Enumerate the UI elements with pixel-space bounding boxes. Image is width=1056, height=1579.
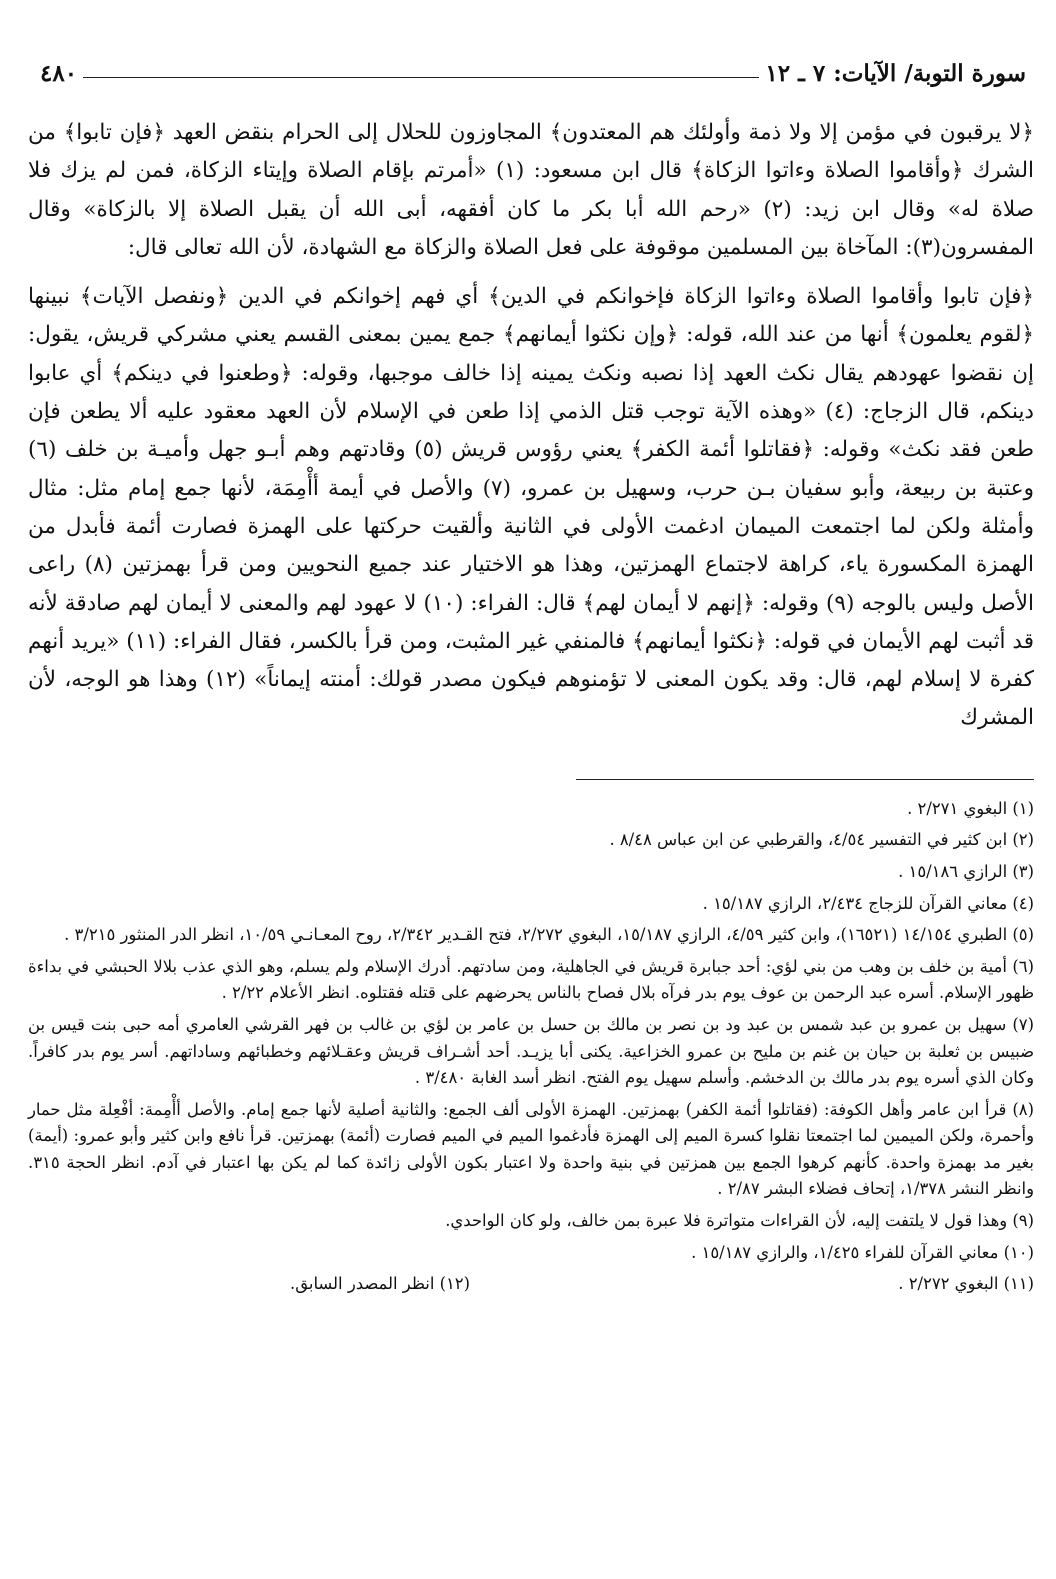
header-rule <box>83 77 759 78</box>
footnote-11: (١١) البغوي ٢/٢٧٢ . <box>898 1274 1034 1294</box>
footnote-row-11-12 <box>290 1271 1034 1298</box>
footnote-7: (٧) سهيل بن عمرو بن عبد شمس بن عبد ود بن نصر بن مالك بن حسل بن عامر بن لؤي بن غالب بن فهر القرشي العامري أمه حبى بنت قيس بن ضبيس بن ثعلبة بن حيان بن غنم بن مليح بن عمرو الخزاعية. يكنى أبا يزيـد. أحد أشـراف قريش وعقـلائهم وخطبائهم وساداتهم. أسر يوم بدر كافراً. وكان الذي أسره يوم بدر مالك بن الدخشم. وأسلم سهيل يوم الفتح. انظر أسد الغابة ٣/٤٨٠ . <box>28 1014 1034 1088</box>
footnote-separator <box>576 779 1034 780</box>
footnote-6: (٦) أمية بن خلف بن وهب من بني لؤي: أحد جبابرة قريش في الجاهلية، ومن سادتهم. أدرك الإسلام ولم يسلم، وهو الذي عذب بلالا الحبشي في بداءة ظهور الإسلام. أسره عبد الرحمن بن عوف يوم بدر فرآه بلال فصاح بالناس يحرضهم على قتله فقتلوه. انظر الأعلام ٢/٢٢ . <box>28 956 1034 1003</box>
footnote-1: (١) البغوي ٢/٢٧١ . <box>907 798 1034 818</box>
footnote-4: (٤) معاني القرآن للزجاج ٢/٤٣٤، الرازي ١٥/١٨٧ . <box>702 893 1034 913</box>
running-header <box>28 55 1034 91</box>
footnote-12: (١٢) انظر المصدر السابق. <box>290 1274 471 1294</box>
footnote-3: (٣) الرازي ١٥/١٨٦ . <box>898 861 1034 881</box>
chapter-title: سورة التوبة/ الآيات: ٧ ـ ١٢ <box>765 59 1026 87</box>
footnote-9: (٩) وهذا قول لا يلتفت إليه، لأن القراءات متواترة فلا عبرة بمن خالف، ولو كان الواحدي. <box>445 1211 1034 1231</box>
footnote-5: (٥) الطبري ١٤/١٥٤ (١٦٥٢١)، وابن كثير ٤/٥٩، الرازي ١٥/١٨٧، البغوي ٢/٢٧٢، فتح القـدير ٢/٣٤٢، روح المعـانـي ١٠/٥٩، انظر الدر المنثور ٣/٢١٥ . <box>64 925 1034 945</box>
page-number: ٤٨٠ <box>40 59 78 87</box>
footnote-2: (٢) ابن كثير في التفسير ٤/٥٤، والقرطبي عن ابن عباس ٨/٤٨ . <box>609 830 1034 850</box>
main-text <box>28 114 1034 738</box>
footnote-8: (٨) قرأ ابن عامر وأهل الكوفة: (فقاتلوا أئمة الكفر) بهمزتين. الهمزة الأولى ألف الجمع: والثانية أصلية لأنها جمع إمام. والأصل أأْمِمة: أفْعِلة مثل حمار وأحمرة، ولكن الميمين لما اجتمعتا نقلوا كسرة الميم إلى الهمزة فأدغموا الميم في الميم فصارت (أئمة) بهمزتين. قرأ نافع وابن كثير وأبو عمرو: (أيمة) بغير مد بهمزة واحدة. كأنهم كرهوا الجمع بين همزتين في بنية واحدة ولا اعتبار بكون الأولى زائدة كما لم يكن بها اعتبار في آدم. انظر الحجة ٣١٥. وانظر النشر ١/٣٧٨، إتحاف فضلاء البشر ٢/٨٧ . <box>28 1099 1034 1199</box>
book-page <box>28 55 1034 1555</box>
paragraph: ﴿لا يرقبون في مؤمن إلا ولا ذمة وأولئك هم المعتدون﴾ المجاوزون للحلال إلى الحرام بنقض العهد ﴿فإن تابوا﴾ من الشرك ﴿وأقاموا الصلاة وءاتوا الزكاة﴾ قال ابن مسعود: (١) «أمرتم بإقام الصلاة وإيتاء الزكاة، فمن لم يزك فلا صلاة له» وقال ابن زيد: (٢) «رحم الله أبا بكر ما كان أفقهه، أبى الله أن يقبل الصلاة إلا بالزكاة» وقال المفسرون(٣): المآخاة بين المسلمين موقوفة على فعل الصلاة والزكاة مع الشهادة، لأن الله تعالى قال: <box>28 120 1034 260</box>
footnote-10: (١٠) معاني القرآن للفراء ١/٤٢٥، والرازي ١٥/١٨٧ . <box>691 1242 1034 1262</box>
footnotes <box>28 796 1034 1298</box>
paragraph: ﴿فإن تابوا وأقاموا الصلاة وءاتوا الزكاة فإخوانكم في الدين﴾ أي فهم إخوانكم في الدين ﴿ونفصل الآيات﴾ نبينها ﴿لقوم يعلمون﴾ أنها من عند الله، قوله: ﴿وإن نكثوا أيمانهم﴾ جمع يمين بمعنى القسم يعني مشركي قريش، يقول: إن نقضوا عهودهم يقال نكث العهد إذا نصبه ونكث يمينه إذا خالف موجبها، وقوله: ﴿وطعنوا في دينكم﴾ أي عابوا دينكم، قال الزجاج: (٤) «وهذه الآية توجب قتل الذمي إذا طعن في الإسلام لأن العهد معقود عليه ألا يطعن فإن طعن فقد نكث» وقوله: ﴿فقاتلوا أئمة الكفر﴾ يعني رؤوس قريش (٥) وقادتهم وهم أبـو جهل وأميـة بن خلف (٦) وعتبة بن ربيعة، وأبو سفيان بـن حرب، وسهيل بن عمرو، (٧) والأصل في أيمة أأْمِمَة، لأنها جمع إمام مثل: مثال وأمثلة ولكن لما اجتمعت الميمان ادغمت الأولى في الثانية وألقيت حركتها على الهمزة فصارت أئمة فأبدل من الهمزة المكسورة ياء، كراهة لاجتماع الهمزتين، وهذا هو الاختيار عند جميع النحويين ومن قرأ بهمزتين (٨) راعى الأصل وليس بالوجه (٩) وقوله: ﴿إنهم لا أيمان لهم﴾ قال: الفراء: (١٠) لا عهود لهم والمعنى لا أيمان لهم صادقة لأنه قد أثبت لهم الأيمان في قوله: ﴿نكثوا أيمانهم﴾ فالمنفي غير المثبت، ومن قرأ بالكسر، فقال الفراء: (١١) «يريد أنهم كفرة لا إسلام لهم، قال: وقد يكون المعنى لا تؤمنوهم فيكون مصدر قولك: أمنته إيماناً» (١٢) وهذا هو الوجه، لأن المشرك <box>28 284 1034 731</box>
